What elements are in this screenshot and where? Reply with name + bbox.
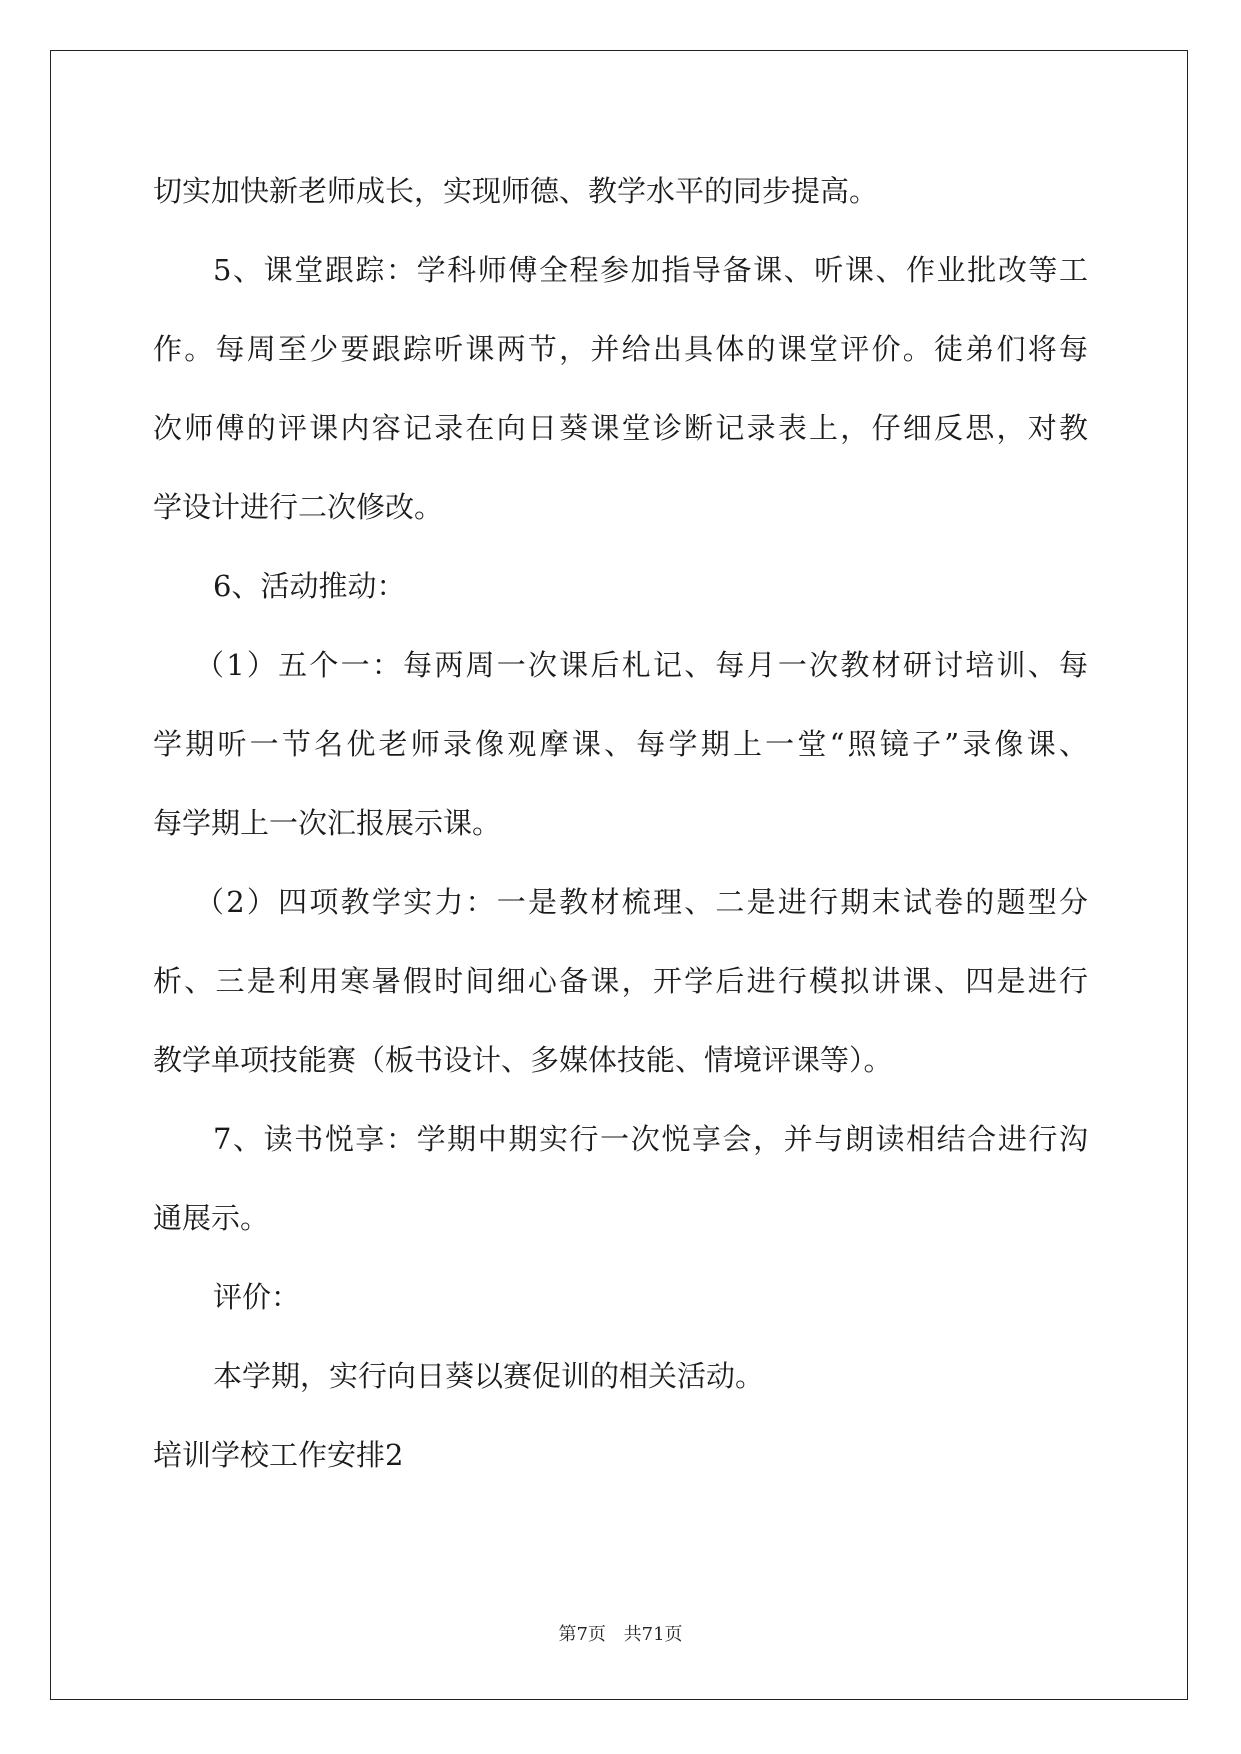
paragraph-line: 作。每周至少要跟踪听课两节，并给出具体的课堂评价。徒弟们将每 — [153, 332, 1088, 366]
document-body — [153, 152, 1088, 1495]
paragraph-line: （2）四项教学实力：一是教材梳理、二是进行期末试卷的题型分 — [195, 885, 1088, 919]
page-total: 共71页 — [623, 1624, 683, 1645]
page-footer — [0, 1620, 1241, 1646]
section-heading: 培训学校工作安排2 — [153, 1438, 404, 1472]
paragraph-line: （1）五个一：每两周一次课后札记、每月一次教材研讨培训、每 — [195, 648, 1088, 682]
paragraph-line: 7、读书悦享：学期中期实行一次悦享会，并与朗读相结合进行沟 — [213, 1122, 1088, 1156]
paragraph-line: 5、课堂跟踪：学科师傅全程参加指导备课、听课、作业批改等工 — [213, 253, 1088, 287]
paragraph-line: 切实加快新老师成长，实现师德、教学水平的同步提高。 — [153, 174, 879, 208]
paragraph-line: 通展示。 — [153, 1201, 270, 1235]
paragraph-line: 评价： — [213, 1280, 301, 1314]
page-number: 第7页 — [558, 1624, 606, 1645]
paragraph-line: 学设计进行二次修改。 — [153, 490, 444, 524]
paragraph-line: 析、三是利用寒暑假时间细心备课，开学后进行模拟讲课、四是进行 — [153, 964, 1088, 998]
paragraph-line: 次师傅的评课内容记录在向日葵课堂诊断记录表上，仔细反思，对教 — [153, 411, 1088, 445]
paragraph-line: 学期听一节名优老师录像观摩课、每学期上一堂“照镜子”录像课、 — [153, 727, 1088, 761]
paragraph-line: 每学期上一次汇报展示课。 — [153, 806, 502, 840]
paragraph-line: 教学单项技能赛（板书设计、多媒体技能、情境评课等）。 — [153, 1043, 893, 1077]
paragraph-line: 6、活动推动： — [213, 569, 406, 603]
paragraph-line: 本学期，实行向日葵以赛促训的相关活动。 — [213, 1359, 765, 1393]
